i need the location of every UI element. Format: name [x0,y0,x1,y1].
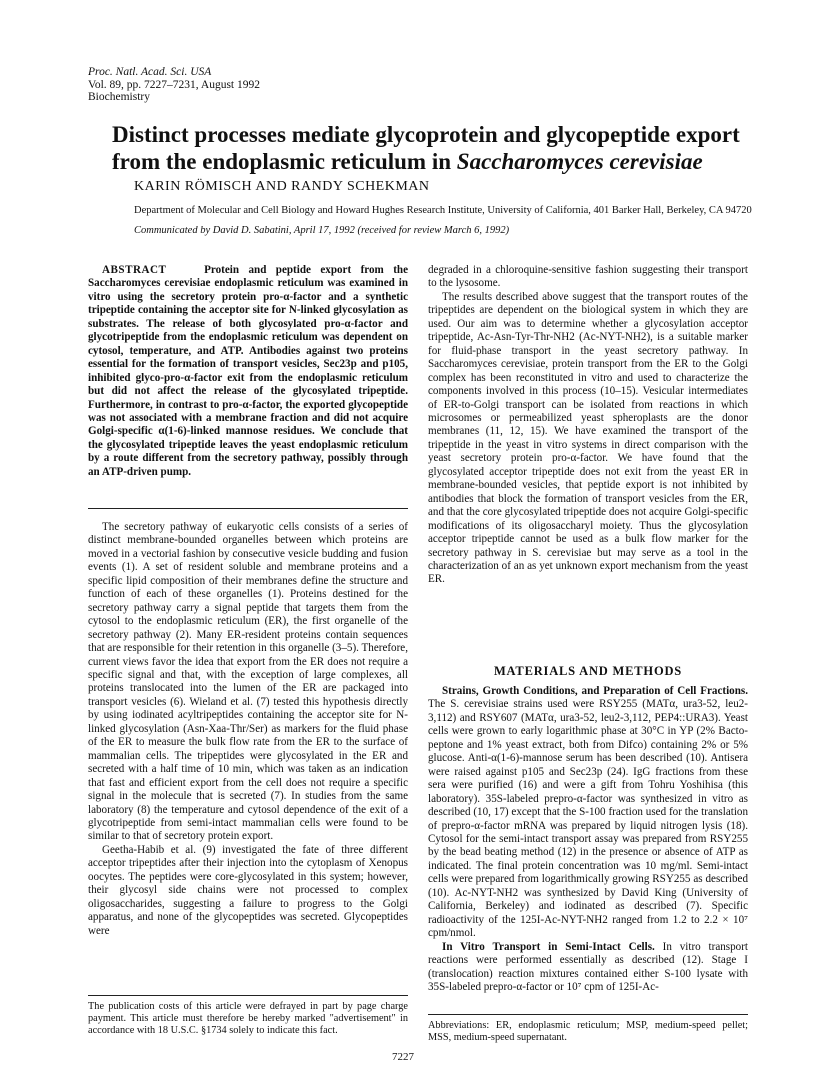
article-title: Distinct processes mediate glycoprotein and glycopeptide export from the endoplasmic reticulum in Saccharomyces cerevisiae [112,122,740,174]
page-number: 7227 [392,1051,414,1063]
intro-left [88,521,408,938]
title-species: Saccharomyces cerevisiae [456,149,703,174]
abstract-divider [88,508,408,509]
journal-header [88,66,260,104]
methods-subtitle: In Vitro Transport in Semi-Intact Cells. [442,940,655,953]
authors: KARIN RÖMISCH AND RANDY SCHEKMAN [134,179,430,194]
methods-subtitle: Strains, Growth Conditions, and Preparation of Cell Fractions. [442,685,748,697]
abbreviations-divider [428,1014,748,1015]
body-paragraph: Geetha-Habib et al. (9) investigated the fate of three different acceptor tripeptides after their injection into the cytoplasm of Xenopus oocytes. The peptides were core-glycosylated in this system; however, their glycosyl side chains were not processed to complex oligosaccharides, suggesting a failure to progress to the Golgi apparatus, and none of the glycopeptides was secreted. Glycopeptides were [88,843,408,937]
body-paragraph: degraded in a chloroquine-sensitive fashion suggesting their transport to the lysosome. [428,264,748,290]
journal-name: Proc. Natl. Acad. Sci. USA [88,66,212,78]
abstract-text: Protein and peptide export from the Saccharomyces cerevisiae endoplasmic reticulum was examined in vitro using the secretory protein pro-α-factor and a synthetic tripeptide containing the acceptor site for N-linked glycosylation as substrates. The release of both glycosylated pro-α-factor and glycotripeptide from the endoplasmic reticulum was dependent on cytosol, temperature, and ATP. Antibodies against two proteins essential for the formation of transport vesicles, Sec23p and p105, inhibited glyco-pro-α-factor exit from the endoplasmic reticulum but did not affect the release of the glycosylated tripeptide. Furthermore, in contrast to pro-α-factor, the exported glycopeptide was not associated with a membrane fraction and did not acquire Golgi-specific α(1-6)-linked mannose residues. We conclude that the glycosylated tripeptide leaves the yeast endoplasmic reticulum by a route different from the secretory pathway, possibly through an ATP-driven pump. [88,264,409,478]
methods-paragraph: In Vitro Transport in Semi-Intact Cells. In vitro transport reactions were performed essentially as described (12). Stage I (translocation) reaction mixtures contained either S-100 lysate with 35S-labeled prepro-α-factor or 10⁷ cpm of 125I-Ac- [428,940,748,993]
publication-cost-note: The publication costs of this article were defrayed in part by page charge payment. This article must therefore be hereby marked "advertisement" in accordance with 18 U.S.C. §1734 solely to indicate this fact. [88,1001,408,1036]
communicated-by: Communicated by David D. Sabatini, April 17, 1992 (received for review March 6, 1992) [134,225,510,236]
methods-paragraph: Strains, Growth Conditions, and Preparation of Cell Fractions. The S. cerevisiae strains used were RSY255 (MATα, ura3-52, leu2-3,112) and RSY607 (MATα, ura3-52, leu2-3,112, PEP4::URA3). Yeast cells were grown to early logarithmic phase at 30°C in YP (2% Bacto-peptone and 1% yeast extract, both from Difco) containing 2% or 5% glucose. Anti-α(1-6)-mannose serum has been described (10). Antisera were raised against p105 and Sec23p (24). IgG fractions from these sera were purified (16) and were a gift from Tohru Yoshihisa (this laboratory). 35S-labeled prepro-α-factor was synthesized in vitro as described (10, 17) except that the S-100 fraction used for the translation of prepro-α-factor mRNA was prepared by liquid nitrogen lysis (18). Cytosol for the semi-intact transport assay was prepared from RSY255 by the bead beating method (12) in the presence or absence of ATP as indicated. The final protein concentration was 10 mg/ml. Semi-intact cells were prepared from logarithmically growing RSY255 as described (10). Ac-NYT-NH2 was synthesized by David King (University of California, Berkeley) and iodinated as described (7). Specific radioactivity of the 125I-Ac-NYT-NH2 ranged from 1.2 to 2.2 × 10⁷ cpm/nmol. [428,685,748,940]
intro-right [428,264,748,587]
body-paragraph: The results described above suggest that the transport routes of the tripeptides are dependent on the biological system in which they are used. Our aim was to determine whether a glycosylation acceptor tripeptide, Ac-Asn-Tyr-Thr-NH2 (Ac-NYT-NH2), is a suitable marker for fluid-phase transport in the yeast secretory pathway. In Saccharomyces cerevisiae, protein transport from the ER to the Golgi complex has been reconstituted in vitro and used to characterize the components involved in this process (10–15). Vesicular intermediates of ER-to-Golgi transport can be isolated from reactions in which microsomes or permeabilized yeast spheroplasts are the donor membranes (11, 12, 15). We have examined the transport of the tripeptide in the yeast in vitro systems in direct comparison with the yeast secretory protein pro-α-factor. We have found that the glycosylated acceptor tripeptide does not exit from the yeast ER in membrane-bounded vesicles, that peptide export is not inhibited by antibodies that block the formation of transport vesicles from the ER, and that the core glycosylated tripeptide does not acquire Golgi-specific modifications of its oligosaccharyl moiety. Thus the glycosylation acceptor tripeptide cannot be used as a bulk flow marker for the secretory pathway in S. cerevisiae but may serve as a tool in the characterization of an as yet unknown export mechanism from the yeast ER. [428,290,748,586]
abbreviations: Abbreviations: ER, endoplasmic reticulum; MSP, medium-speed pellet; MSS, medium-speed supernatant. [428,1020,748,1043]
footnote-divider [88,995,408,996]
abstract-label: ABSTRACT [102,264,167,276]
abstract [88,264,408,479]
methods-section [428,685,748,994]
methods-heading: MATERIALS AND METHODS [493,664,683,678]
body-paragraph: The secretory pathway of eukaryotic cells consists of a series of distinct membrane-bounded organelles between which proteins are moved in a vectorial fashion by consecutive vesicle budding and fusion events (1). A set of resident soluble and membrane proteins and a specific lipid composition of their membranes define the structure and function of each of these organelles (1). Proteins destined for the secretory pathway carry a signal peptide that targets them from the cytosol to the endoplasmic reticulum (ER), the first organelle of the secretory pathway (2). Many ER-resident proteins contain sequences that are responsible for their retention in this organelle (3–5). Therefore, current views favor the idea that export from the ER does not require a specific signal and that, with the exception of large complexes, all proteins translocated into the lumen of the ER are packaged into transport vesicles (6). Wieland et al. (7) tested this hypothesis directly by using iodinated acyltripeptides containing the acceptor site for N-linked glycosylation (Asn-Xaa-Thr/Ser) as markers for the fluid phase of the ER to measure the bulk flow rate from the ER to the surface of mammalian cells. The tripeptides were glycosylated in the ER and secreted with a half time of 10 min, which was taken as an indication that fast and efficient export from the cell does not require a specific signal in the molecule that is secreted (7). In studies from the same laboratory (8) the temperature and cytosol dependence of the exit of a glycotripeptide from semi-intact mammalian cells were found to be similar to that of secretory protein export. [88,521,408,843]
journal-section: Biochemistry [88,91,150,103]
journal-volume: Vol. 89, pp. 7227–7231, August 1992 [88,78,260,91]
affiliation: Department of Molecular and Cell Biology and Howard Hughes Research Institute, University of California, 401 Barker Hall, Berkeley, CA 94720 [134,205,752,216]
